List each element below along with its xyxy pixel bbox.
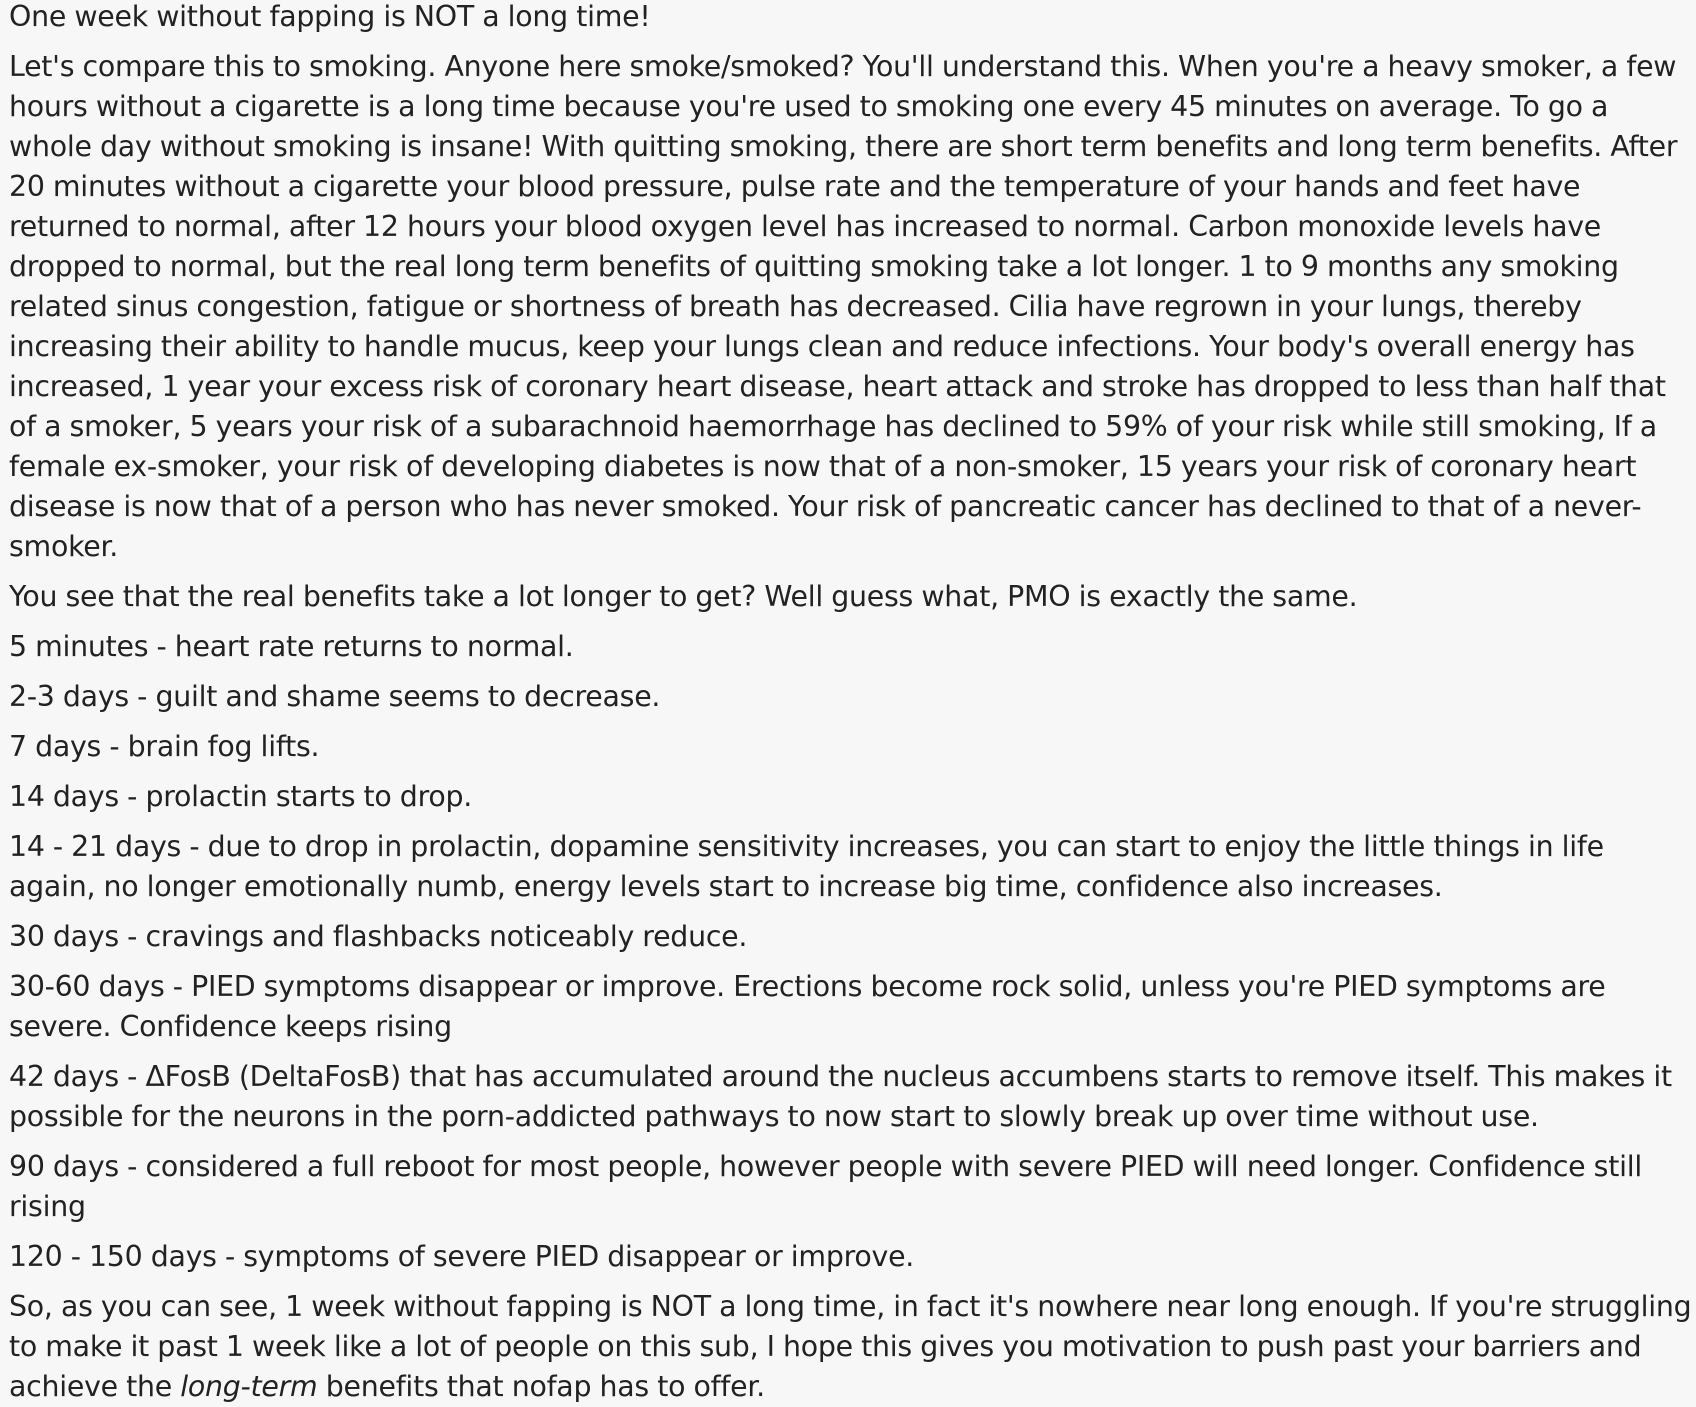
- timeline-item: 90 days - considered a full reboot for most people, however people with severe PIED will need longer. Confidence still rising: [9, 1150, 1643, 1223]
- timeline-item: 14 days - prolactin starts to drop.: [9, 780, 473, 813]
- conclusion-text-end: benefits that nofap has to offer.: [317, 1370, 765, 1403]
- timeline-item: 5 minutes - heart rate returns to normal.: [9, 630, 574, 663]
- intro-paragraph: Let's compare this to smoking. Anyone here smoke/smoked? You'll understand this. When you're a heavy smoker, a few hours without a cigarette is a long time because you're used to smoking one every 45 minutes on average. To go a whole day without smoking is insane! With quitting smoking, there are short term benefits and long term benefits. After 20 minutes without a cigarette your blood pressure, pulse rate and the temperature of your hands and feet have returned to normal, after 12 hours your blood oxygen level has increased to normal. Carbon monoxide levels have dropped to normal, but the real long term benefits of quitting smoking take a lot longer. 1 to 9 months any smoking related sinus congestion, fatigue or shortness of breath has decreased. Cilia have regrown in your lungs, thereby increasing their ability to handle mucus, keep your lungs clean and reduce infections. Your body's overall energy has increased, 1 year your excess risk of coronary heart disease, heart attack and stroke has dropped to less than half that of a smoker, 5 years your risk of a subarachnoid haemorrhage has declined to 59% of your risk while still smoking, If a female ex-smoker, your risk of developing diabetes is now that of a non-smoker, 15 years your risk of coronary heart disease is now that of a person who has never smoked. Your risk of pancreatic cancer has declined to that of a never-smoker.: [9, 50, 1678, 563]
- timeline-item: 42 days - ΔFosB (DeltaFosB) that has accumulated around the nucleus accumbens starts to remove itself. This makes it possible for the neurons in the porn-addicted pathways to now start to slowly break up over time without use.: [9, 1060, 1672, 1133]
- post-title: One week without fapping is NOT a long time!: [9, 0, 651, 33]
- timeline-item: 30-60 days - PIED symptoms disappear or improve. Erections become rock solid, unless you're PIED symptoms are severe. Confidence keeps rising: [9, 970, 1606, 1043]
- timeline-item: 7 days - brain fog lifts.: [9, 730, 320, 763]
- timeline-item: 30 days - cravings and flashbacks noticeably reduce.: [9, 920, 748, 953]
- timeline-item: 2-3 days - guilt and shame seems to decrease.: [9, 680, 661, 713]
- timeline-item: 120 - 150 days - symptoms of severe PIED disappear or improve.: [9, 1240, 915, 1273]
- transition-paragraph: You see that the real benefits take a lot longer to get? Well guess what, PMO is exactly the same.: [9, 580, 1358, 613]
- conclusion-paragraph: [9, 1287, 1692, 1407]
- timeline-item: 14 - 21 days - due to drop in prolactin, dopamine sensitivity increases, you can start to enjoy the little things in life again, no longer emotionally numb, energy levels start to increase big time, confidence also increases.: [9, 830, 1604, 903]
- conclusion-emphasis: long-term: [180, 1370, 318, 1403]
- conclusion-text-start: So, as you can see, 1 week without fapping is NOT a long time, in fact it's nowhere near long enough. If you're struggling to make it past 1 week like a lot of people on this sub, I hope this gives you motivation to push past your barriers and achieve the: [9, 1290, 1692, 1403]
